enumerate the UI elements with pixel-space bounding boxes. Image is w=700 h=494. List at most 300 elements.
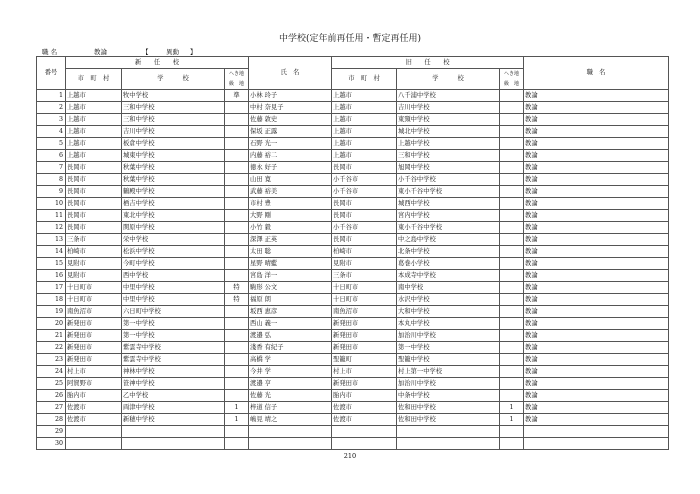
old-school: 八千浦中学校 xyxy=(397,90,500,102)
teacher-name: 佐藤 敦史 xyxy=(249,114,332,126)
row-number: 2 xyxy=(37,102,66,114)
new-remote-grade xyxy=(225,162,249,174)
row-number: 29 xyxy=(37,426,66,438)
old-remote-grade xyxy=(500,306,524,318)
job-title: 教論 xyxy=(524,150,669,162)
old-school: 宮内中学校 xyxy=(397,210,500,222)
table-row xyxy=(37,426,669,438)
table-row xyxy=(37,378,669,390)
job-title: 教論 xyxy=(524,342,669,354)
new-remote-grade: 1 xyxy=(225,414,249,426)
job-title: 教論 xyxy=(524,102,669,114)
new-school: 中里中学校 xyxy=(122,282,225,294)
old-remote-grade xyxy=(500,354,524,366)
old-remote-grade xyxy=(500,390,524,402)
job-bracket-open: 【 xyxy=(142,48,149,56)
old-remote-grade xyxy=(500,174,524,186)
old-school: 本成寺中学校 xyxy=(397,270,500,282)
new-city: 上越市 xyxy=(66,102,122,114)
new-city xyxy=(66,426,122,438)
row-number: 27 xyxy=(37,402,66,414)
table-row xyxy=(37,126,669,138)
new-remote-grade xyxy=(225,138,249,150)
old-remote-grade xyxy=(500,342,524,354)
old-city: 胎内市 xyxy=(332,390,397,402)
table-row xyxy=(37,402,669,414)
new-city: 上越市 xyxy=(66,138,122,150)
old-city: 柏崎市 xyxy=(332,246,397,258)
row-number: 16 xyxy=(37,270,66,282)
assignment-table xyxy=(36,56,669,450)
table-row xyxy=(37,174,669,186)
job-title: 教論 xyxy=(524,414,669,426)
row-number: 15 xyxy=(37,258,66,270)
new-city: 村上市 xyxy=(66,366,122,378)
job-title: 教論 xyxy=(524,234,669,246)
new-city: 長岡市 xyxy=(66,174,122,186)
old-school: 第一中学校 xyxy=(397,342,500,354)
header-old-remote: へき地 級 地 xyxy=(500,69,524,90)
old-remote-grade xyxy=(500,114,524,126)
table-row xyxy=(37,366,669,378)
old-school: 村上第一中学校 xyxy=(397,366,500,378)
old-city xyxy=(332,438,397,450)
old-school: 城北中学校 xyxy=(397,126,500,138)
new-school: 東北中学校 xyxy=(122,210,225,222)
new-remote-grade xyxy=(225,210,249,222)
new-city: 上越市 xyxy=(66,150,122,162)
teacher-name: 淺香 有紀子 xyxy=(249,342,332,354)
old-school: 東小千谷中学校 xyxy=(397,186,500,198)
new-remote-grade xyxy=(225,270,249,282)
new-remote-grade xyxy=(225,258,249,270)
new-school: 吉川中学校 xyxy=(122,126,225,138)
new-school: 松浜中学校 xyxy=(122,246,225,258)
teacher-name: 市村 豊 xyxy=(249,198,332,210)
job-line xyxy=(42,47,197,56)
row-number: 28 xyxy=(37,414,66,426)
row-number: 30 xyxy=(37,438,66,450)
row-number: 4 xyxy=(37,126,66,138)
old-remote-grade xyxy=(500,246,524,258)
new-city: 見附市 xyxy=(66,270,122,282)
old-remote-grade xyxy=(500,138,524,150)
old-city: 長岡市 xyxy=(332,162,397,174)
old-school: 加治川中学校 xyxy=(397,378,500,390)
job-title: 教論 xyxy=(524,318,669,330)
table-row xyxy=(37,270,669,282)
new-remote-grade xyxy=(225,126,249,138)
old-remote-grade xyxy=(500,330,524,342)
old-city: 小千谷市 xyxy=(332,222,397,234)
old-remote-grade xyxy=(500,162,524,174)
header-title: 職 名 xyxy=(524,57,669,90)
old-remote-grade xyxy=(500,378,524,390)
teacher-name: 保坂 正露 xyxy=(249,126,332,138)
old-city: 長岡市 xyxy=(332,198,397,210)
teacher-name: 佐藤 光 xyxy=(249,390,332,402)
old-remote-grade xyxy=(500,150,524,162)
new-city: 阿賀野市 xyxy=(66,378,122,390)
old-city xyxy=(332,426,397,438)
old-school: 上越中学校 xyxy=(397,138,500,150)
new-city: 上越市 xyxy=(66,126,122,138)
new-remote-grade xyxy=(225,114,249,126)
job-title: 教論 xyxy=(524,270,669,282)
row-number: 12 xyxy=(37,222,66,234)
old-school xyxy=(397,426,500,438)
new-school: 笹神中学校 xyxy=(122,378,225,390)
old-city: 小千谷市 xyxy=(332,174,397,186)
new-school: 神林中学校 xyxy=(122,366,225,378)
row-number: 8 xyxy=(37,174,66,186)
table-row xyxy=(37,342,669,354)
table-row xyxy=(37,198,669,210)
table-row xyxy=(37,234,669,246)
new-school: 関原中学校 xyxy=(122,222,225,234)
old-remote-grade xyxy=(500,426,524,438)
new-school xyxy=(122,438,225,450)
job-label: 職 名 xyxy=(42,48,58,56)
header-old-school: 旧 任 校 xyxy=(332,57,524,69)
old-city: 新発田市 xyxy=(332,378,397,390)
new-remote-grade xyxy=(225,222,249,234)
new-remote-grade xyxy=(225,318,249,330)
job-title: 教論 xyxy=(524,366,669,378)
new-city: 新発田市 xyxy=(66,342,122,354)
job-title xyxy=(524,438,669,450)
job-title: 教論 xyxy=(524,126,669,138)
old-school: 聖籠中学校 xyxy=(397,354,500,366)
new-city: 柏崎市 xyxy=(66,246,122,258)
new-city: 新発田市 xyxy=(66,354,122,366)
new-school: 板倉中学校 xyxy=(122,138,225,150)
old-remote-grade xyxy=(500,294,524,306)
row-number: 21 xyxy=(37,330,66,342)
new-remote-grade xyxy=(225,102,249,114)
job-title: 教論 xyxy=(524,294,669,306)
row-number: 11 xyxy=(37,210,66,222)
new-school: 城東中学校 xyxy=(122,150,225,162)
job-title: 教論 xyxy=(524,306,669,318)
new-city: 上越市 xyxy=(66,114,122,126)
teacher-name: 今井 学 xyxy=(249,366,332,378)
table-row xyxy=(37,294,669,306)
old-city: 新発田市 xyxy=(332,318,397,330)
new-remote-grade xyxy=(225,186,249,198)
old-city: 長岡市 xyxy=(332,234,397,246)
old-school xyxy=(397,438,500,450)
old-city: 村上市 xyxy=(332,366,397,378)
row-number: 26 xyxy=(37,390,66,402)
old-city: 見附市 xyxy=(332,258,397,270)
job-title: 教論 xyxy=(524,402,669,414)
old-city: 上越市 xyxy=(332,90,397,102)
new-school: 中里中学校 xyxy=(122,294,225,306)
job-title: 教論 xyxy=(524,186,669,198)
old-school: 大和中学校 xyxy=(397,306,500,318)
old-school: 東小千谷中学校 xyxy=(397,222,500,234)
header-number: 番号 xyxy=(37,57,66,90)
old-remote-grade xyxy=(500,102,524,114)
old-city: 上越市 xyxy=(332,114,397,126)
job-name: 教論 xyxy=(94,48,107,56)
old-remote-grade xyxy=(500,366,524,378)
new-school: 両津中学校 xyxy=(122,402,225,414)
job-title: 教論 xyxy=(524,246,669,258)
teacher-name: 小林 玲子 xyxy=(249,90,332,102)
new-remote-grade xyxy=(225,246,249,258)
teacher-name: 渡邉 弘 xyxy=(249,330,332,342)
table-row xyxy=(37,330,669,342)
row-number: 19 xyxy=(37,306,66,318)
new-school: 第一中学校 xyxy=(122,330,225,342)
table-row xyxy=(37,162,669,174)
row-number: 13 xyxy=(37,234,66,246)
old-remote-grade xyxy=(500,210,524,222)
table-row xyxy=(37,186,669,198)
job-title: 教論 xyxy=(524,210,669,222)
teacher-name: 宮島 洋一 xyxy=(249,270,332,282)
old-city: 上越市 xyxy=(332,102,397,114)
old-remote-grade xyxy=(500,198,524,210)
teacher-name: 中村 奈見子 xyxy=(249,102,332,114)
teacher-name: 大野 剛 xyxy=(249,210,332,222)
table-row xyxy=(37,222,669,234)
table-row xyxy=(37,138,669,150)
new-city: 胎内市 xyxy=(66,390,122,402)
teacher-name: 深澤 正英 xyxy=(249,234,332,246)
new-remote-grade xyxy=(225,330,249,342)
old-school: 北条中学校 xyxy=(397,246,500,258)
new-remote-grade xyxy=(225,150,249,162)
old-school: 中条中学校 xyxy=(397,390,500,402)
old-school: 南中学校 xyxy=(397,282,500,294)
new-remote-grade xyxy=(225,198,249,210)
teacher-name: 内藤 裕二 xyxy=(249,150,332,162)
new-city: 長岡市 xyxy=(66,198,122,210)
row-number: 18 xyxy=(37,294,66,306)
old-school: 本丸中学校 xyxy=(397,318,500,330)
old-city: 小千谷市 xyxy=(332,186,397,198)
old-remote-grade xyxy=(500,258,524,270)
table-row xyxy=(37,318,669,330)
old-school: 水沢中学校 xyxy=(397,294,500,306)
old-school: 小千谷中学校 xyxy=(397,174,500,186)
old-city: 新発田市 xyxy=(332,342,397,354)
new-city: 南魚沼市 xyxy=(66,306,122,318)
job-title: 教論 xyxy=(524,390,669,402)
old-city: 十日町市 xyxy=(332,282,397,294)
new-city: 長岡市 xyxy=(66,186,122,198)
new-remote-grade xyxy=(225,234,249,246)
old-remote-grade xyxy=(500,222,524,234)
new-remote-grade: 1 xyxy=(225,402,249,414)
old-school: 城西中学校 xyxy=(397,198,500,210)
table-row xyxy=(37,102,669,114)
row-number: 7 xyxy=(37,162,66,174)
old-school: 葛巻小学校 xyxy=(397,258,500,270)
teacher-name: 福原 朗 xyxy=(249,294,332,306)
job-title xyxy=(524,426,669,438)
old-school: 佐和田中学校 xyxy=(397,402,500,414)
new-school: 西中学校 xyxy=(122,270,225,282)
new-school: 紫雲寺中学校 xyxy=(122,342,225,354)
new-school: 新穂中学校 xyxy=(122,414,225,426)
old-city: 新発田市 xyxy=(332,330,397,342)
teacher-name: 星野 晴藍 xyxy=(249,258,332,270)
teacher-name: 武藤 裕美 xyxy=(249,186,332,198)
table-row xyxy=(37,114,669,126)
row-number: 22 xyxy=(37,342,66,354)
new-school: 秋葉中学校 xyxy=(122,162,225,174)
job-title: 教論 xyxy=(524,378,669,390)
old-school: 加治川中学校 xyxy=(397,330,500,342)
row-number: 1 xyxy=(37,90,66,102)
new-remote-grade: 特 xyxy=(225,294,249,306)
teacher-name: 坂西 恵彦 xyxy=(249,306,332,318)
table-row xyxy=(37,390,669,402)
row-number: 3 xyxy=(37,114,66,126)
table-row xyxy=(37,306,669,318)
header-old-school-name: 学 校 xyxy=(397,69,500,90)
job-title: 教論 xyxy=(524,174,669,186)
old-city: 上越市 xyxy=(332,150,397,162)
teacher-name: 渡邉 亨 xyxy=(249,378,332,390)
job-title: 教論 xyxy=(524,114,669,126)
old-city: 聖籠町 xyxy=(332,354,397,366)
teacher-name: 高橋 学 xyxy=(249,354,332,366)
teacher-name: 梓道 信子 xyxy=(249,402,332,414)
teacher-name: 徳永 好子 xyxy=(249,162,332,174)
new-remote-grade xyxy=(225,438,249,450)
old-remote-grade xyxy=(500,270,524,282)
old-city: 上越市 xyxy=(332,126,397,138)
teacher-name: 嶋見 靖之 xyxy=(249,414,332,426)
page-number: 210 xyxy=(343,452,357,460)
job-title: 教論 xyxy=(524,162,669,174)
table-row xyxy=(37,414,669,426)
header-new-city: 市 町 村 xyxy=(66,69,122,90)
teacher-name: 西山 義一 xyxy=(249,318,332,330)
new-remote-grade xyxy=(225,378,249,390)
new-school: 三和中学校 xyxy=(122,102,225,114)
old-remote-grade: 1 xyxy=(500,402,524,414)
job-title: 教論 xyxy=(524,198,669,210)
job-type: 異動 xyxy=(166,48,179,56)
table-row xyxy=(37,282,669,294)
table-row xyxy=(37,258,669,270)
page-title: 中学校(定年前再任用・暫定再任用) xyxy=(278,34,422,44)
table-row xyxy=(37,150,669,162)
row-number: 14 xyxy=(37,246,66,258)
row-number: 17 xyxy=(37,282,66,294)
new-remote-grade: 準 xyxy=(225,90,249,102)
old-city: 十日町市 xyxy=(332,294,397,306)
old-remote-grade xyxy=(500,126,524,138)
new-remote-grade: 特 xyxy=(225,282,249,294)
new-school: 乙中学校 xyxy=(122,390,225,402)
table-row xyxy=(37,246,669,258)
teacher-name: 山田 寛 xyxy=(249,174,332,186)
new-city: 新発田市 xyxy=(66,330,122,342)
header-old-city: 市 町 村 xyxy=(332,69,397,90)
table-row xyxy=(37,354,669,366)
header-new-remote: へき地 級 地 xyxy=(225,69,249,90)
old-city: 上越市 xyxy=(332,138,397,150)
old-remote-grade xyxy=(500,186,524,198)
teacher-name xyxy=(249,438,332,450)
old-school: 佐和田中学校 xyxy=(397,414,500,426)
new-remote-grade xyxy=(225,366,249,378)
old-remote-grade: 1 xyxy=(500,414,524,426)
old-school: 三和中学校 xyxy=(397,150,500,162)
row-number: 5 xyxy=(37,138,66,150)
new-remote-grade xyxy=(225,342,249,354)
old-city: 佐渡市 xyxy=(332,414,397,426)
job-title: 教論 xyxy=(524,90,669,102)
row-number: 10 xyxy=(37,198,66,210)
old-city: 長岡市 xyxy=(332,210,397,222)
new-city: 見附市 xyxy=(66,258,122,270)
header-name: 氏 名 xyxy=(249,57,332,90)
old-school: 旭岡中学校 xyxy=(397,162,500,174)
old-school: 中之島中学校 xyxy=(397,234,500,246)
new-city: 十日町市 xyxy=(66,282,122,294)
table-row xyxy=(37,90,669,102)
new-remote-grade xyxy=(225,306,249,318)
new-school: 第一中学校 xyxy=(122,318,225,330)
job-title: 教論 xyxy=(524,282,669,294)
new-school: 栄中学校 xyxy=(122,234,225,246)
row-number: 20 xyxy=(37,318,66,330)
old-remote-grade xyxy=(500,234,524,246)
header-new-school-name: 学 校 xyxy=(122,69,225,90)
old-remote-grade xyxy=(500,282,524,294)
job-bracket-close: 】 xyxy=(190,48,197,56)
old-city: 佐渡市 xyxy=(332,402,397,414)
job-title: 教論 xyxy=(524,258,669,270)
new-school: 栖吉中学校 xyxy=(122,198,225,210)
row-number: 25 xyxy=(37,378,66,390)
table-row xyxy=(37,438,669,450)
job-title: 教論 xyxy=(524,222,669,234)
new-school xyxy=(122,426,225,438)
teacher-name: 駒形 公文 xyxy=(249,282,332,294)
teacher-name: 石野 光一 xyxy=(249,138,332,150)
new-school: 秋葉中学校 xyxy=(122,174,225,186)
new-city: 新発田市 xyxy=(66,318,122,330)
teacher-name: 小竹 毅 xyxy=(249,222,332,234)
table-row xyxy=(37,210,669,222)
new-city xyxy=(66,438,122,450)
teacher-name: 太田 聡 xyxy=(249,246,332,258)
new-remote-grade xyxy=(225,390,249,402)
new-school: 今町中学校 xyxy=(122,258,225,270)
old-remote-grade xyxy=(500,438,524,450)
new-school: 六日町中学校 xyxy=(122,306,225,318)
new-remote-grade xyxy=(225,354,249,366)
row-number: 6 xyxy=(37,150,66,162)
old-city: 南魚沼市 xyxy=(332,306,397,318)
old-remote-grade xyxy=(500,90,524,102)
new-city: 長岡市 xyxy=(66,162,122,174)
new-school: 紫雲寺中学校 xyxy=(122,354,225,366)
job-title: 教論 xyxy=(524,330,669,342)
new-city: 長岡市 xyxy=(66,210,122,222)
new-school: 三和中学校 xyxy=(122,114,225,126)
old-school: 吉川中学校 xyxy=(397,102,500,114)
